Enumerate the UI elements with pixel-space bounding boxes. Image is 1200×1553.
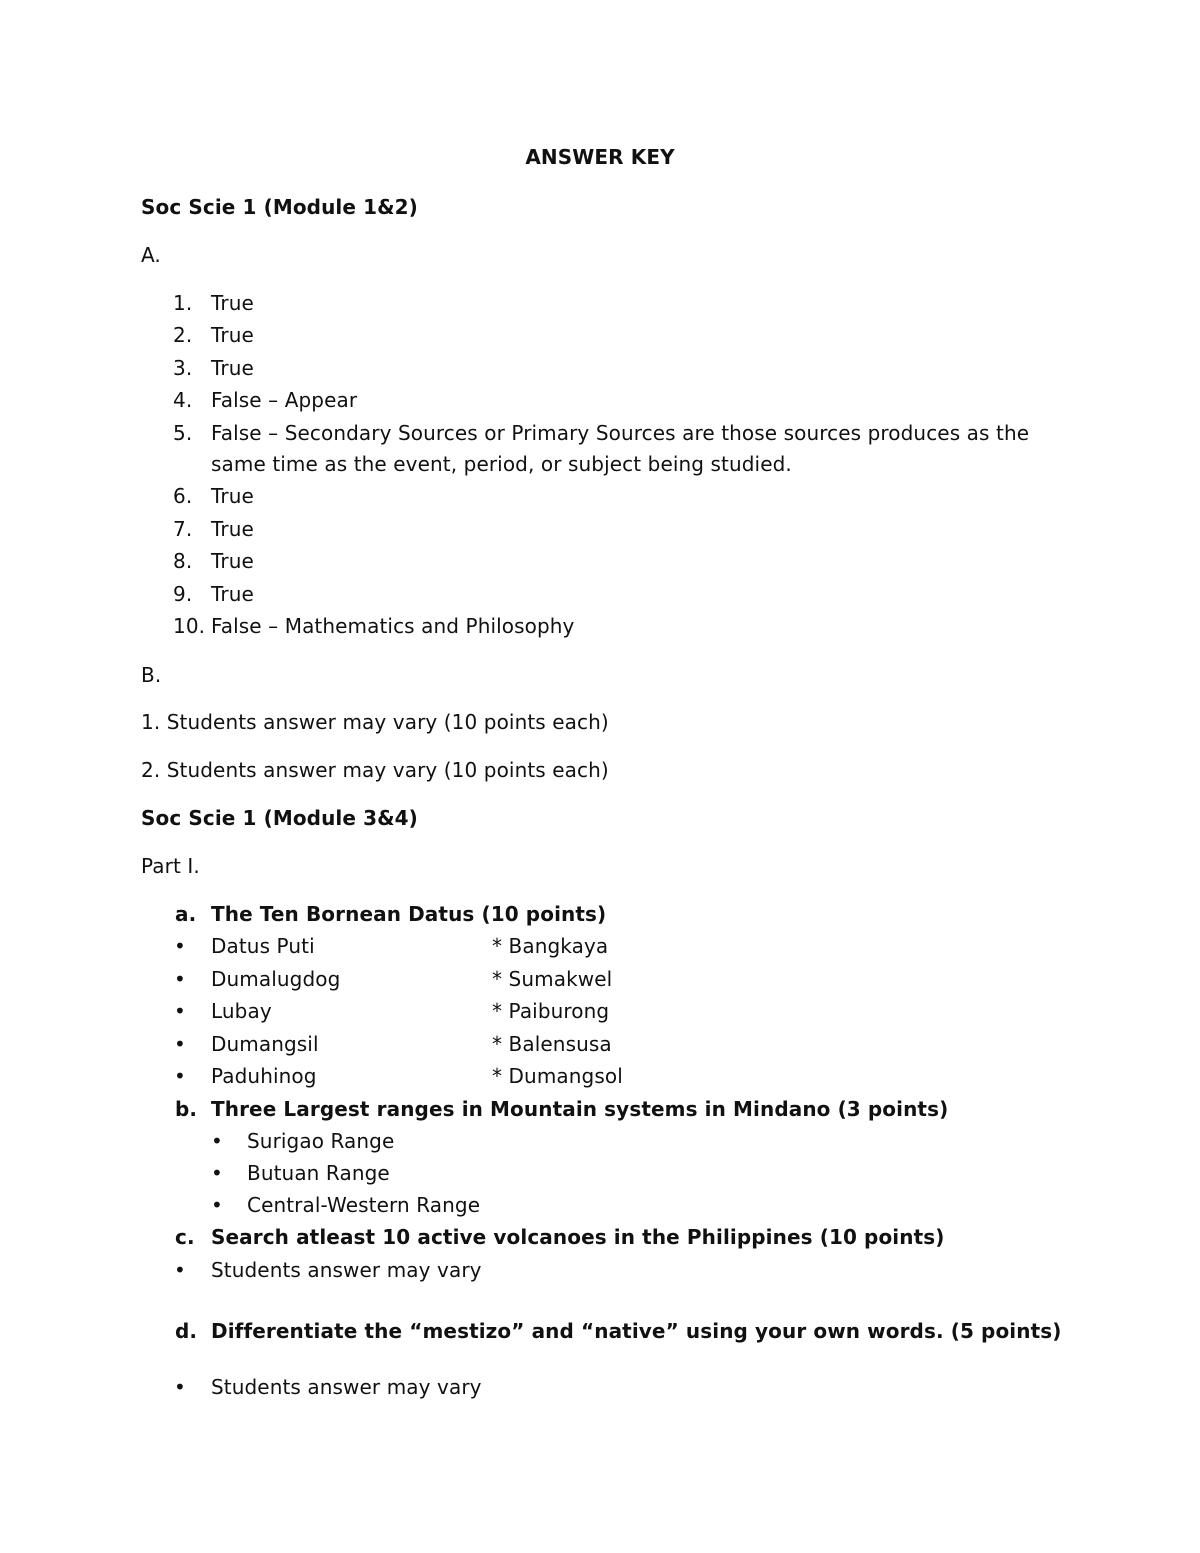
range-name: Central-Western Range	[247, 1193, 481, 1217]
item-number: 7.	[173, 517, 193, 541]
bullet-icon: •	[211, 1193, 223, 1217]
item-answer: True	[211, 484, 254, 508]
datu-name: * Balensusa	[492, 1032, 612, 1056]
item-number: 6.	[173, 484, 193, 508]
item-answer: True	[211, 582, 254, 606]
bullet-icon: •	[211, 1161, 223, 1185]
item-answer: False – Appear	[211, 388, 358, 412]
bullet-icon: •	[174, 934, 186, 958]
item-number: 1.	[173, 291, 193, 315]
datu-name: Dumalugdog	[211, 967, 341, 991]
bullet-icon: •	[174, 999, 186, 1023]
question-letter: d.	[175, 1319, 198, 1343]
bullet-icon: •	[174, 1032, 186, 1056]
question-title: Search atleast 10 active volcanoes in the Philippines (10 points)	[211, 1225, 945, 1249]
datu-name: * Paiburong	[492, 999, 610, 1023]
item-answer: True	[211, 549, 254, 573]
datu-name: Dumangsil	[211, 1032, 319, 1056]
item-answer: True	[211, 323, 254, 347]
question-letter: c.	[175, 1225, 195, 1249]
datu-name: * Bangkaya	[492, 934, 609, 958]
question-title: Differentiate the “mestizo” and “native” using your own words. (5 points)	[211, 1319, 1062, 1343]
datu-name: Paduhinog	[211, 1064, 317, 1088]
section-b-label: B.	[141, 663, 162, 687]
datu-name: Datus Puti	[211, 934, 315, 958]
range-name: Butuan Range	[247, 1161, 390, 1185]
item-answer: True	[211, 291, 254, 315]
answer-text: Students answer may vary	[211, 1375, 482, 1399]
item-number: 2.	[173, 323, 193, 347]
section-b-item: 1. Students answer may vary (10 points each)	[141, 710, 609, 734]
page-title: ANSWER KEY	[525, 145, 675, 169]
datu-name: * Dumangsol	[492, 1064, 623, 1088]
item-answer: False – Mathematics and Philosophy	[211, 614, 575, 638]
range-name: Surigao Range	[247, 1129, 395, 1153]
item-answer: True	[211, 356, 254, 380]
answer-text: Students answer may vary	[211, 1258, 482, 1282]
item-number: 4.	[173, 388, 193, 412]
section-a-label: A.	[141, 243, 161, 267]
question-title: The Ten Bornean Datus (10 points)	[211, 902, 607, 926]
bullet-icon: •	[174, 1064, 186, 1088]
module-3-4-heading: Soc Scie 1 (Module 3&4)	[141, 806, 418, 830]
item-answer-continued: same time as the event, period, or subject being studied.	[211, 452, 792, 476]
item-number: 10.	[173, 614, 206, 638]
item-number: 5.	[173, 421, 193, 445]
datu-name: Lubay	[211, 999, 272, 1023]
question-letter: a.	[175, 902, 197, 926]
bullet-icon: •	[174, 967, 186, 991]
bullet-icon: •	[211, 1129, 223, 1153]
part-label: Part I.	[141, 854, 200, 878]
bullet-icon: •	[174, 1375, 186, 1399]
item-number: 3.	[173, 356, 193, 380]
item-number: 8.	[173, 549, 193, 573]
item-answer: True	[211, 517, 254, 541]
module-1-2-heading: Soc Scie 1 (Module 1&2)	[141, 195, 418, 219]
item-number: 9.	[173, 582, 193, 606]
datu-name: * Sumakwel	[492, 967, 613, 991]
section-b-item: 2. Students answer may vary (10 points each)	[141, 758, 609, 782]
item-answer: False – Secondary Sources or Primary Sources are those sources produces as the	[211, 421, 1030, 445]
bullet-icon: •	[174, 1258, 186, 1282]
question-title: Three Largest ranges in Mountain systems in Mindano (3 points)	[211, 1097, 949, 1121]
question-letter: b.	[175, 1097, 198, 1121]
